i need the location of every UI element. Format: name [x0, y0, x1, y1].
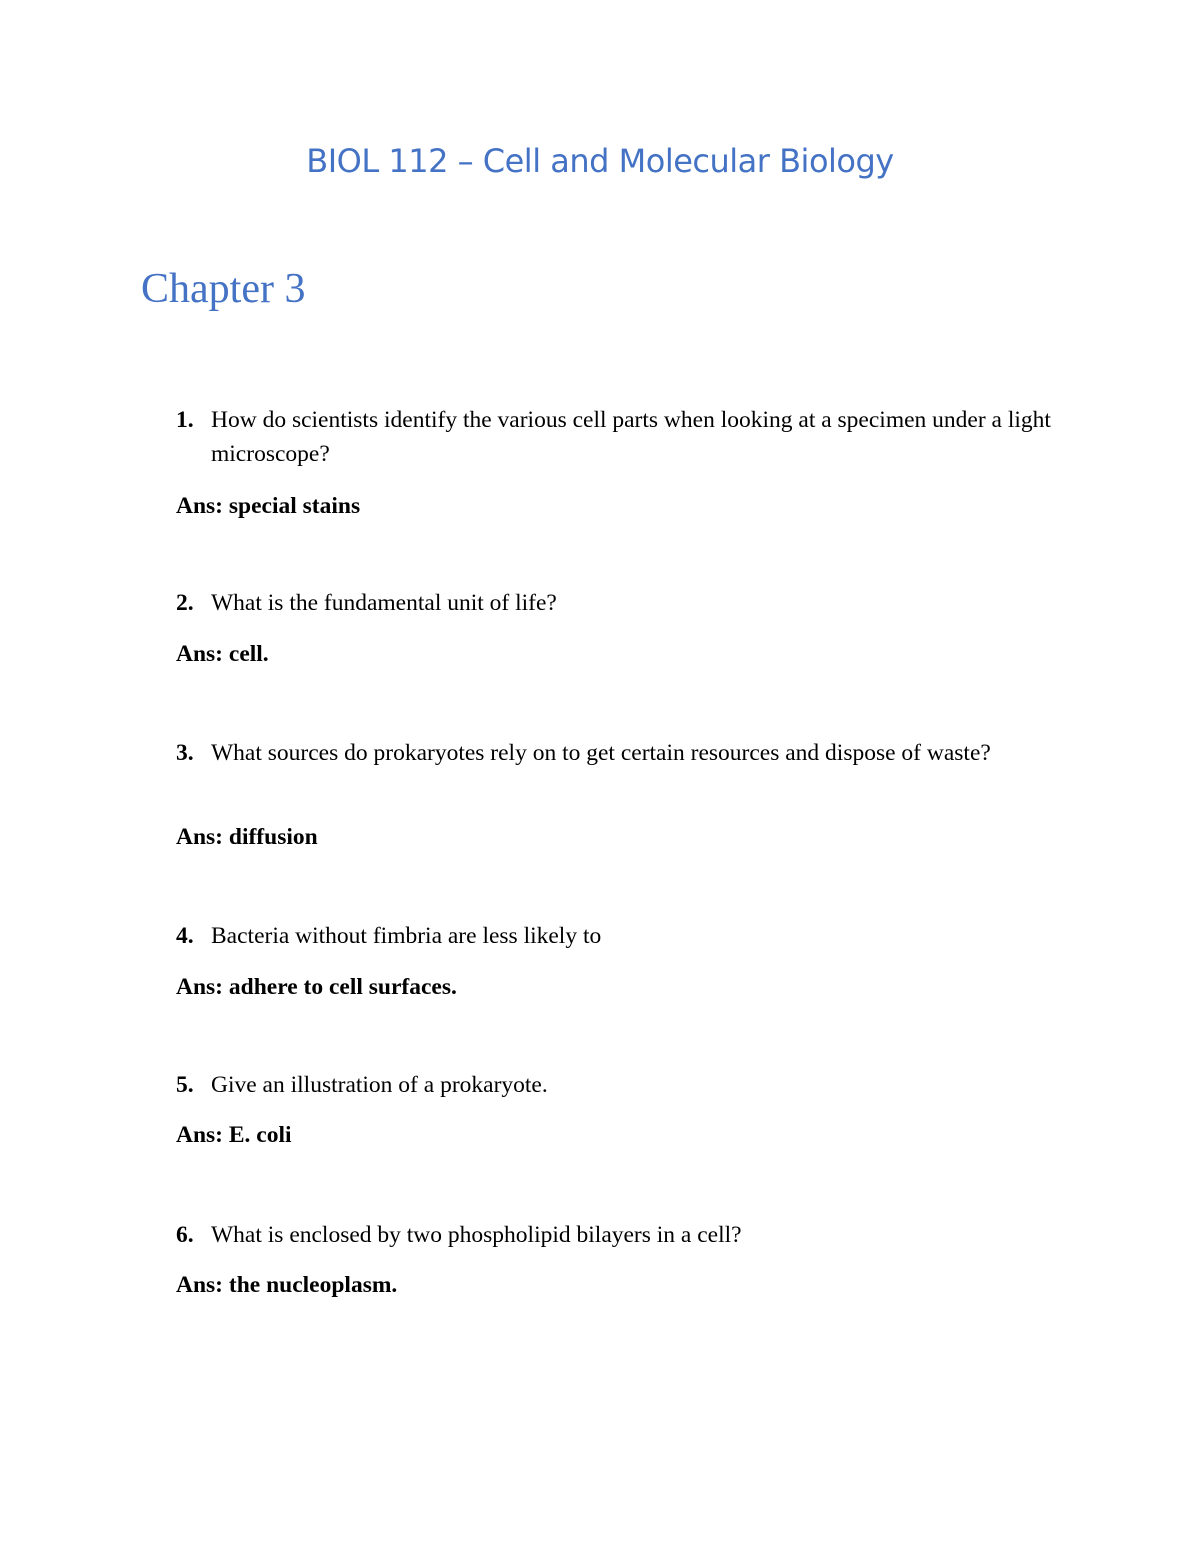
answer-1: Ans: special stains: [176, 493, 361, 519]
question-number: 1.: [176, 407, 194, 433]
question-5: [176, 1068, 1076, 1102]
question-6: [176, 1218, 1076, 1252]
question-number: 4.: [176, 923, 194, 949]
question-3: [176, 736, 1076, 770]
question-1: [176, 403, 1076, 471]
answer-4: Ans: adhere to cell surfaces.: [176, 974, 457, 1000]
question-2: [176, 586, 1076, 620]
question-number: 3.: [176, 740, 194, 766]
question-number: 5.: [176, 1072, 194, 1098]
question-text: What sources do prokaryotes rely on to get certain resources and dispose of waste?: [211, 740, 991, 766]
answer-2: Ans: cell.: [176, 641, 269, 667]
chapter-heading: Chapter 3: [141, 266, 306, 312]
question-4: [176, 919, 1076, 953]
answer-3: Ans: diffusion: [176, 824, 318, 850]
answer-6: Ans: the nucleoplasm.: [176, 1272, 398, 1298]
question-text: How do scientists identify the various cell parts when looking at a specimen under a light microscope?: [211, 407, 1051, 467]
question-text: Give an illustration of a prokaryote.: [211, 1072, 548, 1098]
question-number: 2.: [176, 590, 194, 616]
answer-5: Ans: E. coli: [176, 1122, 292, 1148]
question-number: 6.: [176, 1222, 194, 1248]
question-text: What is the fundamental unit of life?: [211, 590, 557, 616]
course-title: BIOL 112 – Cell and Molecular Biology: [306, 142, 894, 180]
question-text: What is enclosed by two phospholipid bilayers in a cell?: [211, 1222, 742, 1248]
question-text: Bacteria without fimbria are less likely to: [211, 923, 602, 949]
